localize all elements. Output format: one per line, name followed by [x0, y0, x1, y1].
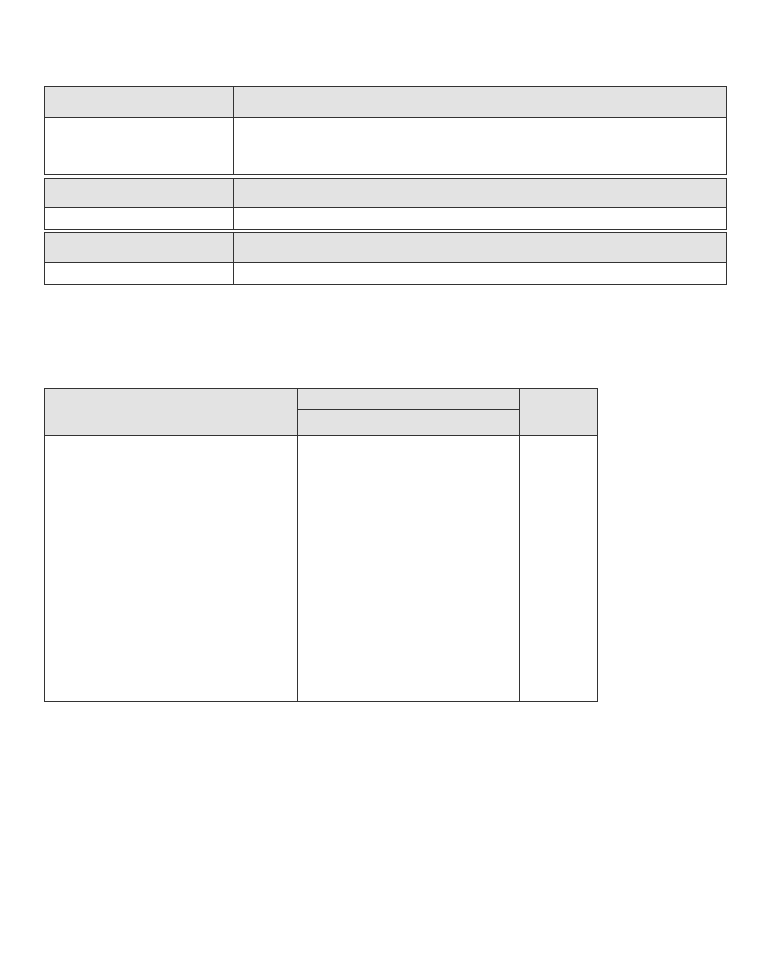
note-panel: [606, 414, 724, 428]
pheasants-table: [44, 232, 727, 285]
ducks-table: [44, 178, 727, 230]
rtl-table: [44, 388, 598, 702]
turkey-table: [44, 86, 727, 175]
